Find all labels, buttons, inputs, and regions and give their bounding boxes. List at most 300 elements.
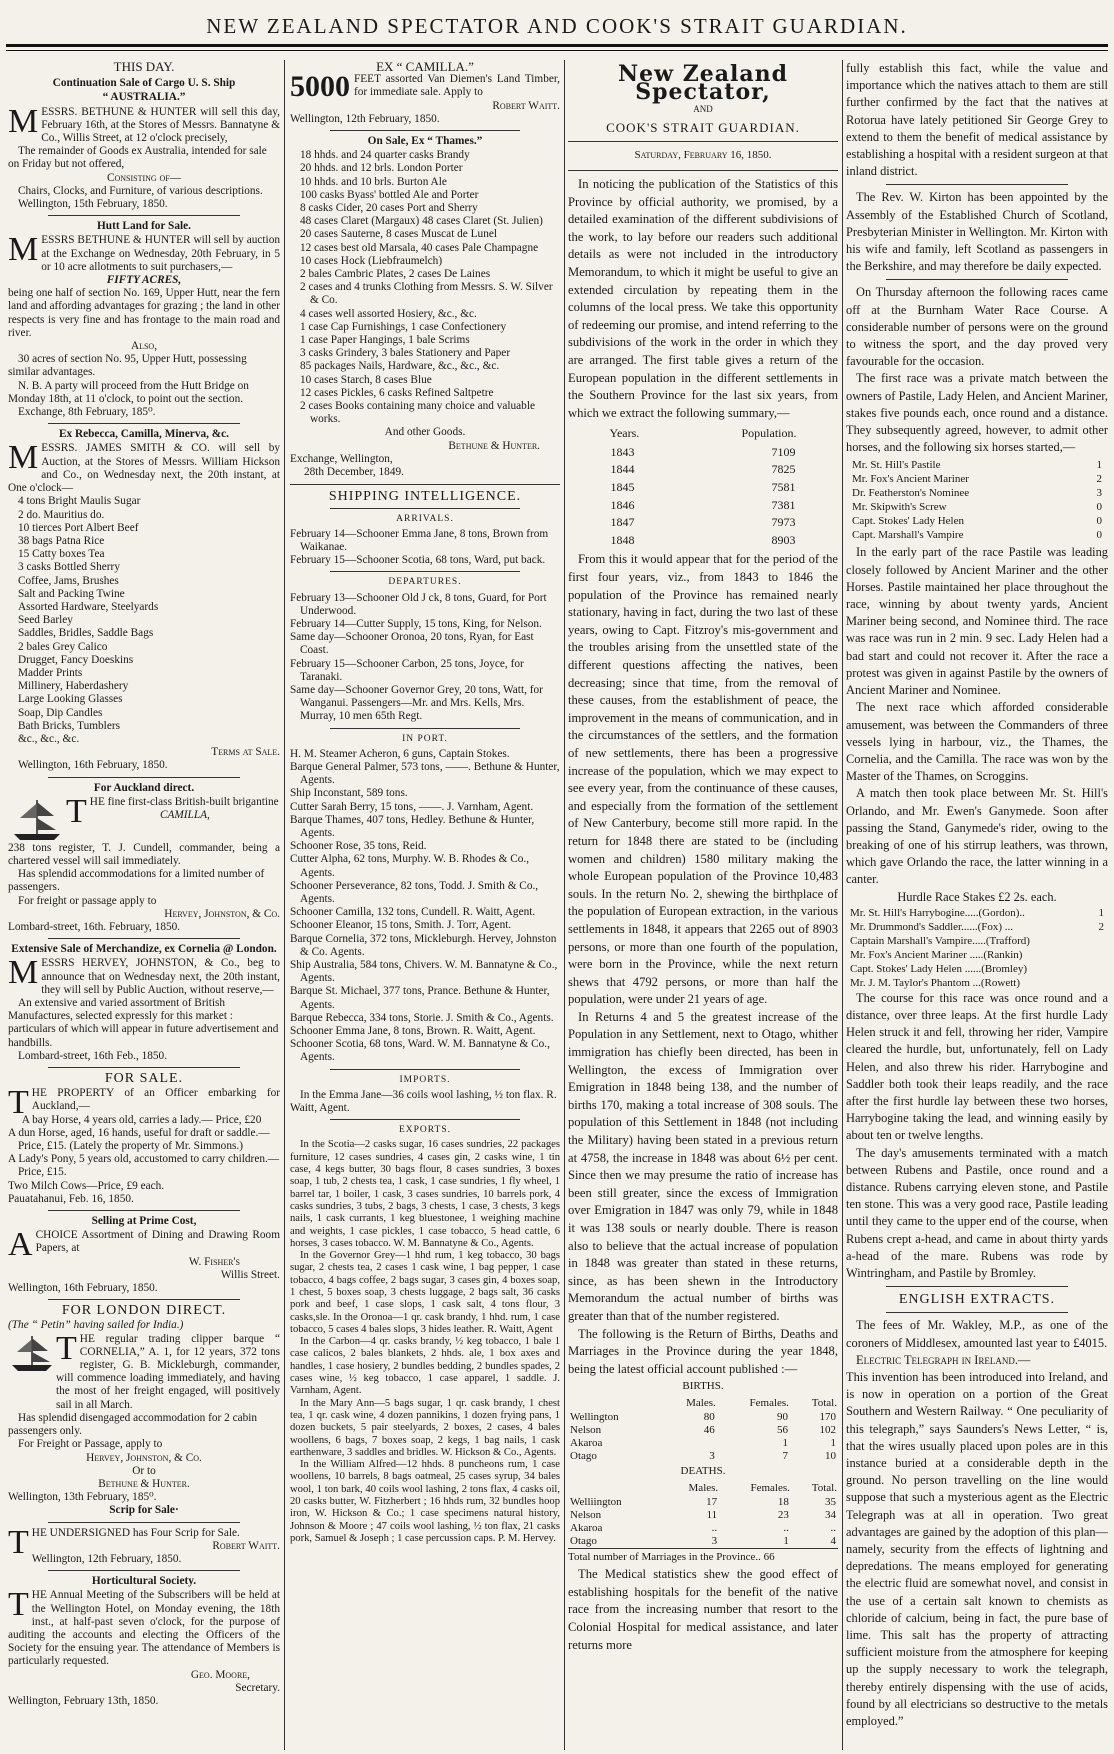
table-header: Females. [750, 1481, 790, 1494]
ad-separator [48, 1570, 240, 1571]
ad-items: Chairs, Clocks, and Furniture, of various descriptions. [18, 184, 263, 197]
shipping-intelligence [290, 490, 560, 1545]
race-place: 1 [1096, 459, 1102, 472]
race-horse: Capt. Stokes' Lady Helen [852, 515, 964, 528]
race-entry [850, 934, 1104, 948]
section-separator [886, 1312, 1068, 1313]
ad-item: Soap, Dip Candles [18, 706, 103, 719]
ad-item: 4 cases well assorted Hosiery, &c., &c. [300, 307, 477, 320]
ad-subtitle: (The “ Petin” having sailed for India.) [8, 1319, 184, 1332]
table-row [568, 1509, 838, 1522]
ad-date: Wellington, 12th February, 1850. [290, 112, 440, 125]
section-separator [290, 484, 560, 485]
shipping-entry: Ship Australia, 584 tons, Chivers. W. M. Bannatyne & Co., Agents. [290, 959, 558, 985]
paper-title: New Zealand Spectator, [617, 61, 788, 105]
ad-body: For Freight or Passage, apply to [18, 1438, 163, 1451]
paper-subtitle: COOK'S STRAIT GUARDIAN. [606, 119, 800, 135]
table-cell: 35 [825, 1495, 836, 1508]
ad-body: CHOICE Assortment of Dining and Drawing Room Papers, at [35, 1229, 280, 1255]
ad-item: Salt and Packing Twine [18, 587, 125, 600]
race-horse: Mr. St. Hill's Pastile [852, 459, 941, 472]
ad-item: 2 cases and 4 trunks Clothing from Messrs. S. W. Silver & Co. [300, 281, 553, 307]
ad-body: FEET assorted Van Diemen's Land Timber, for immediate sale. Apply to [354, 73, 560, 99]
editorial-paragraph: In noticing the publication of the Statistics of this Province by official authority, we promised, by a detailed examination of the different subdivisions of the work, to lay before our readers such additional details as were not included in the introductory Memorandum, to which it might be useful to give an extended circulation by repeating them in the columns of the local press. We take this opportunity of redeeming our promise, and intend referring to the subdivisions of the work in the order in which they are arranged. The first table gives a return of the European population in the different settlements in the Southern Province for the last six years, from which we extract the following summary,— [568, 176, 838, 420]
ad-terms: Terms at Sale. [211, 746, 280, 759]
news-paragraph: On Thursday afternoon the following races came off at the Burnham Water Race Course. A considerable number of persons were on the ground to witness the sport, and the day proved very favourable for the occasion. [846, 285, 1108, 369]
race-place: 1 [1098, 906, 1104, 919]
shipping-entry: Schooner Scotia, 68 tons, Ward. W. M. Bannatyne & Co., Agents. [290, 1038, 550, 1064]
export-entry: In the Governor Grey—1 hhd rum, 1 keg tobacco, 30 bags sugar, 2 chests tea, 2 cases 1 cask wine, 1 bag pepper, 1 case tobacco, 4 bags coffee, 2 bags sugar, 3 cases gin, 4 boxes soap, 1 chest, 5 boxes soap, 3 chests luggage, 2 bags salt, 36 casks pork and beef, 1 case slops, 1 cask salt, 4 tons flour, 3 casks,sle. In the Oronoa—1 qr. cask brandy, 1 hhd. rum, 1 case tobacco, 5 cases 4 bales slops, 3 hides leather. R. Waitt, Agent [290, 1250, 560, 1335]
table-cell: Akaroa [570, 1436, 603, 1449]
table-cell: 8903 [771, 532, 796, 547]
race-entry [852, 514, 1102, 528]
ad-item: Madder Prints [18, 666, 83, 679]
ad-title: FOR SALE. [104, 1071, 184, 1087]
ad-auckland [8, 782, 280, 935]
subsection-title: ARRIVALS. [396, 513, 454, 524]
table-row [568, 1450, 838, 1463]
race-place: 0 [1096, 501, 1102, 514]
table-header: Total. [811, 1481, 837, 1494]
shipping-entry: Same day—Schooner Oronoa, 20 tons, Ryan, for East Coast. [290, 631, 534, 657]
ad-item: 85 packages Nails, Hardware, &c., &c., &c. [300, 360, 500, 373]
news-paragraph: The day's amusements terminated with a match between Rubens and Pastile, once round and a distance. Rubens carrying eleven stone, and Pastile ten stone. This was a very good race, Pastile leading until they came to the upper end of the course, when Rubens crept a-head, and came in about thirty yards a-head of the mare. Rubens was rode by Wintringham, and Pastile by Bromley. [846, 1145, 1108, 1280]
ad-ship-name: CAMILLA, [159, 808, 210, 821]
shipping-entry: Cutter Alpha, 62 tons, Murphy. W. B. Rhodes & Co., Agents. [290, 853, 530, 879]
table-cell: 1846 [610, 497, 635, 512]
ad-item-list [8, 1114, 280, 1193]
table-header [568, 1481, 664, 1496]
ad-body: being one half of section No. 169, Upper Hutt, near the fern land and affording advantages for grazing ; the land in other respects is very fine and has frontage to the main road and river. [8, 287, 280, 339]
table-cell: 170 [819, 1410, 836, 1423]
ad-item: 10 hhds. and 10 brls. Burton Ale [300, 175, 447, 188]
ad-item: 2 do. Mauritius do. [18, 508, 105, 521]
ad-title: FOR LONDON DIRECT. [61, 1303, 227, 1319]
table-cell: 102 [819, 1423, 836, 1436]
ad-body: HE PROPERTY of an Officer embarking for Auckland,— [31, 1087, 280, 1113]
shipping-entry: H. M. Steamer Acheron, 6 guns, Captain Stokes. [290, 747, 510, 760]
race-heading: Hurdle Race Stakes £2 2s. each. [897, 889, 1057, 904]
ad-separator [48, 777, 240, 778]
ad-london-direct [8, 1304, 280, 1517]
race-horse: Mr. Fox's Ancient Mariner [852, 473, 969, 486]
race-horse: Mr. Skipwith's Screw [852, 501, 947, 514]
drop-cap: M [8, 954, 39, 992]
ad-horticultural [8, 1575, 280, 1708]
race-entry [852, 472, 1102, 486]
ad-body: The remainder of Goods ex Australia, intended for sale on Friday but not offered, [8, 145, 267, 171]
ad-item: A Lady's Pony, 5 years old, accustomed to carry children.—Price, £15. [8, 1153, 280, 1179]
ad-date: Wellington, 16th February, 1850. [8, 1282, 158, 1295]
arrivals-list [290, 528, 560, 568]
masthead-rule [6, 44, 1108, 47]
table-cell: Akaroa [570, 1521, 603, 1534]
table-cell: 80 [703, 1410, 715, 1423]
ad-prime-cost [8, 1215, 280, 1295]
export-entry: In the Carbon—4 qr. casks brandy, ½ keg tobacco, 1 bale 1 case calicos, 2 bales blankets, 2 hhds. ale, 1 box axes and handles, 1 case hosiery, 2 bundles bedding, 2 bundles spades, 2 cases wine, ½ keg tobacco, 1 case apparel, 1 saddle. J. Varnham, Agent. [290, 1336, 560, 1397]
table-header [568, 1396, 661, 1411]
race-entry [850, 920, 1104, 934]
ad-date: Lombard-street, 16th Feb., 1850. [18, 1049, 168, 1062]
ad-item: 48 cases Claret (Margaux) 48 cases Claret (St. Julien) [300, 215, 543, 228]
table-cell: 46 [703, 1423, 715, 1436]
shipping-entry: February 13—Schooner Old J ck, 8 tons, Guard, for Port Underwood. [290, 591, 547, 617]
ad-separator [330, 130, 520, 131]
column-advertisements-1 [8, 60, 280, 1750]
imports-text: In the Emma Jane—36 coils wool lashing, ½ ton flax. R. Waitt, Agent. [290, 1088, 557, 1115]
ad-big-number: 5000 [290, 70, 350, 104]
race-horse: Dr. Featherston's Nominee [852, 487, 970, 500]
ad-item: 1 case Cap Furnishings, 1 case Confectionery [300, 320, 507, 333]
ad-title: Hutt Land for Sale. [97, 220, 191, 233]
ad-item: Millinery, Haberdashery [18, 680, 129, 693]
table-cell: 10 [825, 1449, 836, 1462]
table-header: Males. [688, 1481, 719, 1494]
table-cell: 1845 [610, 480, 635, 495]
ad-date: Wellington, February 13th, 1850. [8, 1694, 159, 1707]
table-cell: Wellington [570, 1410, 619, 1423]
table-cell: 7581 [771, 480, 796, 495]
table-cell [661, 1437, 717, 1450]
ad-item: 100 casks Byass' bottled Ale and Porter [300, 188, 479, 201]
table-cell: Otago [570, 1449, 597, 1462]
ad-title: Scrip for Sale· [109, 1504, 179, 1517]
column-editorial [568, 60, 838, 1750]
ad-item: 18 hhds. and 24 quarter casks Brandy [300, 149, 470, 162]
race-entry [852, 500, 1102, 514]
departures-list [290, 592, 560, 724]
race-place: 0 [1096, 515, 1102, 528]
race-horse: Captain Marshall's Vampire.....(Trafford) [850, 934, 1030, 947]
ad-title: Continuation Sale of Cargo U. S. Ship [52, 77, 236, 90]
section-separator [886, 279, 1068, 280]
news-paragraph: The Rev. W. Kirton has been appointed by the Assembly of the Established Church of Scotland, Presbyterian Minister in Wellington. Mr. Kirton with his wife and family, left Scotland as passengers in the Berkshire, and may therefore be daily expected. [846, 190, 1108, 274]
table-cell: 1843 [610, 444, 635, 459]
ad-separator [48, 1067, 240, 1068]
shipping-entry: Barque General Palmer, 573 tons, ——. Bethune & Hunter, Agents. [290, 760, 560, 787]
editorial-paragraph: The following is the Return of Births, Deaths and Marriages in the Province during the year 1848, being the latest official account published :— [568, 1326, 838, 1376]
shipping-entry: Schooner Rose, 35 tons, Reid. [290, 840, 427, 853]
race-entry [850, 948, 1104, 962]
subsection-title: IMPORTS. [399, 1074, 451, 1085]
race-horse: Capt. Marshall's Vampire [852, 529, 964, 542]
table-cell: 90 [776, 1410, 788, 1423]
ad-separator [48, 938, 240, 939]
ad-item: 2 bales Grey Calico [18, 640, 108, 653]
export-entry: In the Mary Ann—5 bags sugar, 1 qr. cask brandy, 1 chest tea, 1 qr. cask wine, 4 dozen pannikins, 1 dozen frying pans, 1 dozen buckets, 5 pair steelyards, 2 boxes, 2 cases, 4 bales woollens, 6 bags, 7 boxes soap, 2 kegs, 1 bag nails, 1 cask earthenware, 3 saddles and bridles. W. Hickson & Co., Agents. [290, 1397, 560, 1458]
race-entry [852, 528, 1102, 542]
ad-item: 3 casks Bottled Sherry [18, 561, 120, 574]
drop-cap: M [8, 102, 39, 140]
section-separator [330, 1069, 520, 1070]
ad-title: Horticultural Society. [91, 1575, 197, 1588]
race-horse: Mr. Fox's Ancient Mariner .....(Rankin) [850, 948, 1023, 961]
news-paragraph: A match then took place between Mr. St. Hill's Orlando, and Mr. Ewen's Ganymede. Soon after passing the Stand, Ganymede's rider, owing to the breaking of one of his stirrup leathers, was thrown, which gave Orlando the race, the latter winning in a canter. [846, 786, 1108, 887]
news-paragraph: In the early part of the race Pastile was leading closely followed by Ancient Mariner and the other Horses. Pastile maintained her place throughout the race, winning by about twenty yards, Ancient Mariner being second, and Nominee third. The race was race was run in 2 min. 9 sec. Lady Helen had a bad start and could not recover it. After the race a protest was given in against Pastile by the owners of Ancient Mariner and Nominee. [846, 545, 1108, 698]
table-cell: 1 [782, 1436, 788, 1449]
ad-agent: Bethune & Hunter. [448, 439, 540, 452]
ad-agent: Hervey, Johnston, & Co. [86, 1451, 202, 1464]
table-cell: 1 [830, 1436, 836, 1449]
this-day-heading: THIS DAY. [113, 60, 175, 74]
ad-or: Or to [132, 1464, 156, 1477]
table-cell: .. [830, 1521, 836, 1534]
race-entry [850, 962, 1104, 976]
table-cell: 18 [777, 1495, 789, 1508]
ad-body: HE fine first-class British-built brigantine [89, 795, 279, 808]
ad-body: 30 acres of section No. 95, Upper Hutt, possessing similar advantages. [8, 353, 247, 379]
exports-list [290, 1139, 560, 1545]
news-paragraph: The next race which afforded considerable amusement, was between the Commanders of three vessels lying in harbour, viz., the Thames, the Cornelia, and the Camilla. The race was won by the Master of the Thames, on Scroggins. [846, 700, 1108, 784]
news-paragraph: The course for this race was once round and a distance, over three leaps. At the first hurdle Lady Helen struck it and fell, throwing her rider, Vampire cleared the hurdle, but, unfortunately, fell on Lady Helen, and also threw his rider. Harrybogine and Saddler both took their leaps readily, and the race after the first hurdle lay between these two horses, Harrybogine taking the lead, and winning easily by about ten or twelve lengths. [846, 990, 1108, 1143]
table-header: Females. [749, 1396, 789, 1409]
ad-other-goods: And other Goods. [384, 426, 466, 439]
masthead: NEW ZEALAND SPECTATOR AND COOK'S STRAIT GUARDIAN. [206, 14, 908, 38]
table-row [568, 1535, 838, 1548]
ad-separator [48, 423, 240, 424]
table-cell: 1848 [610, 532, 635, 547]
ad-hutt-land [8, 220, 280, 419]
ad-item: 2 cases Books containing many choice and valuable works. [300, 400, 535, 426]
ad-item: 1 case Paper Hangings, 1 bale Scrims [300, 334, 470, 347]
ad-date: Exchange, Wellington, [290, 452, 393, 465]
ad-body: HE Annual Meeting of the Subscribers will be held at the Wellington Hotel, on Monday evening, the 18th inst., at half-past seven o'clock, for the purpose of auditing the accounts and electing the Officers of the Society for the ensuing year. The attendance of Members is particularly requested. [8, 1589, 280, 1668]
shipping-entry: Barque Rebecca, 334 tons, Storie. J. Smith & Co., Agents. [290, 1011, 554, 1024]
ad-body: HE UNDERSIGNED has Four Scrip for Sale. [31, 1526, 240, 1539]
table-row [609, 497, 798, 515]
table-title: BIRTHS. [682, 1380, 724, 1393]
shipping-entry: February 14—Cutter Supply, 15 tons, King, for Nelson. [290, 617, 542, 630]
ad-body: ESSRS BETHUNE & HUNTER will sell by auction at the Exchange on Wednesday, 20th February, in 5 or 10 acre allotments to suit purchasers,— [41, 234, 280, 273]
table-cell: 7381 [771, 497, 796, 512]
section-separator [886, 184, 1068, 185]
ad-fifty-acres: FIFTY ACRES, [106, 274, 182, 287]
editorial-paragraph: In Returns 4 and 5 the greatest increase of the Population in any Settlement, next to Otago, whither immigration has chiefly been directed, has been in Wellington, the excess of Immigration over Emigration in 1848 being 138, and the number of births 170, making a total increase of 308 souls. The population of this Settlement in 1848 (not including the Military) having been stated in a previous return at 4758, the increase in 1848 was about 6½ per cent. Since then we may presume the ratio of increase has been still greater, since the excess of Immigration over Emigration in 1847 was only 79, while in 1848 it was 138 souls or nearly double. There is reason also to believe that the actual increase of population in 1848 was greater than stated in these returns, since, as has been shewn in the Introductory Memorandum the actual number of births was greater than that of the number registered. [568, 1009, 838, 1323]
ad-item: 10 cases Hock (Liebfraumelch) [300, 254, 443, 267]
table-row [609, 461, 798, 479]
drop-cap: A [8, 1226, 33, 1264]
ad-role: Secretary. [235, 1681, 280, 1694]
table-header: Years. [609, 426, 640, 441]
column-divider [842, 60, 843, 1750]
shipping-entry: Schooner Emma Jane, 8 tons, Brown. R. Waitt, Agent. [290, 1025, 536, 1038]
table-row [609, 479, 798, 497]
section-separator [330, 508, 520, 509]
ad-item: Seed Barley [18, 614, 73, 627]
table-cell: 11 [706, 1508, 718, 1521]
table-cell: Nelson [570, 1508, 602, 1521]
drop-cap: T [56, 1329, 77, 1367]
column-news [846, 60, 1108, 1750]
table-cell: 56 [776, 1423, 788, 1436]
ad-agent: Bethune & Hunter. [98, 1477, 190, 1490]
subsection-title: IN PORT. [402, 733, 448, 744]
ad-separator [48, 1522, 240, 1523]
ad-title: Selling at Prime Cost, [91, 1215, 197, 1228]
section-separator [330, 1119, 520, 1120]
ad-item: Large Looking Glasses [18, 693, 123, 706]
ad-body: ESSRS. BETHUNE & HUNTER will sell this day, February 16th, at the Stores of Messrs. Bannatyne & Co., Willis Street, at 12 o'clock precisely, [41, 105, 280, 145]
ad-item: A bay Horse, 4 years old, carries a lady.— Price, £20 [21, 1113, 262, 1126]
ad-street: Willis Street. [220, 1268, 280, 1281]
shipping-entry: Schooner Eleanor, 15 tons, Smith. J. Torr, Agent. [290, 919, 512, 932]
drop-cap: T [8, 1523, 29, 1561]
ad-body: Has splendid accommodations for a limited number of passengers. [8, 868, 265, 894]
section-title: SHIPPING INTELLIGENCE. [328, 489, 522, 505]
deaths-table [568, 1481, 838, 1548]
ad-title: Ex Rebecca, Camilla, Minerva, &c. [58, 428, 230, 441]
ad-title: On Sale, Ex “ Thames.” [367, 135, 483, 148]
ad-item: &c., &c., &c. [18, 732, 80, 745]
ad-item: 20 hhds. and 12 brls. London Porter [300, 162, 463, 175]
ad-agent: W. Fisher's [188, 1255, 240, 1268]
ad-date: Wellington, 12th February, 1850. [31, 1552, 182, 1565]
column-advertisements-2 [290, 60, 560, 1750]
table-header: Population. [741, 426, 797, 441]
subsection-title: DEPARTURES. [388, 577, 462, 588]
table-cell: 1 [783, 1534, 789, 1547]
in-port-list [290, 748, 560, 1065]
ad-body: An extensive and varied assortment of British Manufactures, selected expressly for this market : particulars of which will appear in future advertisement and handbills. [8, 997, 279, 1049]
table-header: Males. [686, 1396, 716, 1409]
ad-title: EX “ CAMILLA.” [376, 60, 474, 74]
race-place: 0 [1096, 529, 1102, 542]
ship-icon [8, 796, 66, 842]
race-entry [850, 906, 1104, 920]
ad-item: 20 cases Sauterne, 8 cases Muscat de Lunel [300, 228, 498, 241]
ad-title: For Auckland direct. [93, 781, 195, 794]
shipping-entry: Cutter Sarah Berry, 15 tons, ——. J. Varnham, Agent. [290, 800, 534, 813]
ad-item: Coffee, Jams, Brushes [18, 574, 119, 587]
news-paragraph: This invention has been introduced into Ireland, and is now in operation on a portion of the Great Southern and Western Railway. “ One peculiarity of this telegraph,” says Saunders's News Letter, “ is, that the wires usually placed upon poles are in this instance buried at a considerable depth in the ground. No person travelling on the line would suppose that such a mysterious agent as the Electric Telegraph was at all in operation. Two great advantages are gained by the adoption of this plan—namely, security from the effects of lightning and depredations. The means employed for generating the electric fluid are somewhat novel, and consist in the use of a certain salt known to chemists as chloride of calcium, being in fact, the pure base of lime. This salt has the property of attracting sufficient moisture from the atmosphere for keeping up the supply necessary to work the telegraph, thereby entirely dispensing with the use of acids, found by all electricians so destructive to the metals employed.” [846, 1370, 1108, 1729]
ad-item: A dun Horse, aged, 16 hands, useful for draft or saddle.—Price, £15. (Lately the property of Mr. Simmons.) [8, 1126, 270, 1153]
news-paragraph: The fees of Mr. Wakley, M.P., as one of the coroners of Middlesex, amounted last year to £4015. [846, 1318, 1108, 1350]
ad-date: Lombard-street, 16th. February, 1850. [8, 920, 181, 933]
ad-rebecca [8, 428, 280, 772]
issue-date: Saturday, February 16, 1850. [634, 149, 772, 162]
ad-camilla-timber [290, 60, 560, 126]
table-row [568, 1437, 838, 1450]
drop-cap: M [8, 439, 39, 477]
table-cell: Otago [570, 1534, 597, 1547]
subsection-title: Electric Telegraph in Ireland.— [856, 1352, 1031, 1367]
ad-consisting: Consisting of— [106, 171, 182, 184]
ad-body: ESSRS. JAMES SMITH & CO. will sell by Auction, at the Stores of Messrs. William Hickson and Co., on Wednesday next, the 20th instant, at One o'clock— [8, 442, 280, 495]
shipping-entry: Schooner Perseverance, 82 tons, Todd. J. Smith & Co., Agents. [290, 879, 539, 905]
table-cell: 7973 [771, 515, 796, 530]
race-entry [852, 458, 1102, 472]
ad-item: 10 cases Starch, 8 cases Blue [300, 373, 432, 386]
ship-icon [8, 1333, 56, 1373]
column-divider [564, 60, 565, 1750]
ad-date: Wellington, 15th February, 1850. [18, 198, 168, 211]
ad-item: 10 tierces Port Albert Beef [18, 521, 139, 534]
ad-for-sale [8, 1072, 280, 1206]
ad-note: N. B. A party will proceed from the Hutt Bridge on Monday 18th, at 11 o'clock, to point out the section. [8, 379, 249, 405]
shipping-entry: Schooner Camilla, 132 tons, Cundell. R. Waitt, Agent. [290, 906, 536, 919]
ad-title: Extensive Sale of Merchandize, ex Cornelia @ London. [11, 943, 277, 956]
table-cell: 17 [706, 1495, 718, 1508]
drop-cap: T [8, 1586, 29, 1624]
ad-date: Exchange, 8th February, 185⁰. [18, 406, 156, 419]
ad-item-list [290, 149, 560, 426]
race-horse: Mr. J. M. Taylor's Phantom ...(Rowett) [850, 976, 1020, 989]
table-cell: 23 [777, 1508, 789, 1521]
ad-item: 2 bales Cambric Plates, 2 cases De Laines [300, 268, 491, 281]
table-cell: 1844 [610, 462, 635, 477]
section-separator [330, 571, 520, 572]
table-row [568, 1496, 838, 1509]
table-header: Total. [811, 1396, 837, 1409]
section-separator [330, 728, 520, 729]
news-paragraph: The first race was a private match between the owners of Pastile, Lady Helen, and Ancient Mariner, stakes five pounds each, once round and a distance. They subsequently agreed, however, to admit other horses, and the following six horses started,— [846, 371, 1108, 455]
race-place: 3 [1096, 487, 1102, 500]
race-entry [850, 976, 1104, 990]
section-separator [886, 1286, 1068, 1287]
ad-extensive-sale [8, 943, 280, 1063]
ad-item: Two Milch Cows—Price, £9 each. [8, 1179, 165, 1192]
ad-item: Drugget, Fancy Doeskins [18, 653, 134, 666]
ad-body: ESSRS HERVEY, JOHNSTON, & Co., beg to announce that on Wednesday next, the 20th instant, they will sell by Public Auction, without reserve,— [41, 957, 280, 996]
ad-item: 38 bags Patna Rice [18, 534, 105, 547]
table-cell: .. [783, 1521, 789, 1534]
ad-body: Has splendid disengaged accommodation for 2 cabin passengers only. [8, 1411, 258, 1438]
ad-date: Wellington, 13th February, 185⁰. [8, 1491, 157, 1504]
ad-body: 238 tons register, T. J. Cundell, commander, being a chartered vessel will sail immediately. [8, 841, 280, 867]
ad-item: Assorted Hardware, Steelyards [18, 600, 159, 613]
race-place: 2 [1096, 473, 1102, 486]
ad-item-list [8, 495, 280, 746]
editorial-paragraph: The Medical statistics shew the good effect of establishing hospitals for the benefit of the native race from the increasing number that resort to the Colonial Hospital for medical assistance, and later returns more [568, 1567, 838, 1652]
table-cell: .. [711, 1521, 718, 1534]
export-entry: In the William Alfred—12 hhds. 8 puncheons rum, 1 case woollens, 10 barrels, 8 bags oatmeal, 25 cases syrup, 34 bales wool, 1 ton bark, 40 coils wool lashing, 2 tons flax, 4 casks oil, 20 casks butter, W. Fitzherbert ; 16 hhds rum, 32 bundles hoop iron, W. Hickson & Co.; 1 case specimens natural history, Johnson & Moore ; 47 coils wool lashing, ½ ton flax, 21 casks pork, Samuel & Joseph ; 1 case percussion caps. P. M. Hervey. [290, 1459, 560, 1544]
table-cell: Nelson [570, 1423, 602, 1436]
population-table [609, 424, 798, 549]
editorial-paragraph: From this it would appear that for the period of the first four years, viz., from 1843 to 1846 the population of the Province has remained nearly stationary, having in fact, during the two last of these years, owing to Capt. Fitzroy's mis-government and the troubles arising from the unsettled state of the different questions affecting the natives, been decreasing; since that time, from the removal of these causes, from the establishment of peace, the improvement in the means of communication, and in the circumstances of the settlers, and the formation of new settlements, there has been a progressive increase of the population, which we may expect to see every year, from the continuance of these causes, and especially from the formation of the settlement of New Canterbury, become still more rapid. In the return for 1848 there are stated to be (including women and children) 1580 military making the whole European population of the Province 10,483 souls. In the return No. 2, shewing the birthplace of the population of European extraction, in the various settlements in 1848, it appears that 2265 out of 8903 persons, or more than one fourth of the population, were born in the Province, while the next return shews that 4792 persons, or more than half the population, were under 21 years of age. [568, 552, 838, 1007]
ad-item: 15 Catty boxes Tea [18, 548, 105, 561]
race-horse: Mr. Drummond's Saddler......(Fox) ... [850, 920, 1014, 933]
ad-separator [48, 1210, 240, 1211]
table-title: DEATHS. [680, 1464, 726, 1477]
race-entry [852, 486, 1102, 500]
ad-item: Bath Bricks, Tumblers [18, 719, 120, 732]
ad-item: 4 tons Bright Maulis Sugar [18, 495, 141, 508]
table-row [568, 1424, 838, 1437]
race-horse: Mr. St. Hill's Harrybogine.....(Gordon).. [850, 906, 1025, 919]
race-place: 2 [1098, 920, 1104, 933]
ad-separator [48, 215, 240, 216]
ad-date: 28th December, 1849. [304, 466, 404, 479]
ad-body: For freight or passage apply to [18, 894, 157, 907]
race-results [846, 456, 1108, 544]
shipping-entry: Barque St. Michael, 377 tons, Prance. Bethune & Hunter, Agents. [290, 985, 550, 1011]
ad-item: 12 cases best old Marsala, 40 cases Pale Champagne [300, 241, 539, 254]
ad-thames [290, 135, 560, 479]
ad-separator [48, 1299, 240, 1300]
ad-item: Saddles, Bridles, Saddle Bags [18, 627, 154, 640]
table-cell: 4 [830, 1534, 836, 1547]
drop-cap: T [66, 792, 87, 830]
masthead-rule-thin [6, 50, 1108, 51]
shipping-entry: Barque Thames, 407 tons, Hedley. Bethune & Hunter, Agents. [290, 813, 535, 839]
drop-cap: M [8, 231, 39, 269]
export-entry: In the Scotia—2 casks sugar, 16 cases sundries, 22 packages furniture, 12 cases sundries, 4 cases gin, 2 casks wine, 1 tin case, 4 kegs butter, 30 bags flour, 8 cases sundries, 3 boxes soap, 1 tub, 2 chests tea, 1 cask, 1 case sundries, 1 fly wheel, 1 barrel tar, 1 boiler, 1 cask, 3 cases sundries, 10 barrels pork, 4 casks sundries, 3 tubs, 2 bags, 3 chests, 1 case, 3 chests, 3 kegs nails, 1 cask currants, 1 keg bluestonee, 1 weighing machine and weights, 1 case pickles, 1 case tobacco, 5 head cattle, 6 horses, 3 cases tobacco. W. M. Bannatyne & Co., Agents. [290, 1139, 560, 1249]
news-paragraph: fully establish this fact, while the value and importance which the natives attach to them are still further confirmed by the fact that the natives at Rotorua have lately petitioned Sir George Grey to extend to them the benefit of medical assistance by establishing a hospital with a resident surgeon at that inland district. [846, 61, 1108, 179]
section-title: ENGLISH EXTRACTS. [898, 1292, 1056, 1308]
births-table [568, 1396, 838, 1463]
ad-body: HE regular trading clipper barque “ CORNELIA,” A. 1, for 12 years, 372 tons register, G. B. Mickleburgh, commander, will commence loading immediately, and having the most of her freight engaged, will positively sail in all March. [56, 1332, 280, 1411]
race-horse: Capt. Stokes' Lady Helen ......(Bromley) [850, 962, 1028, 975]
